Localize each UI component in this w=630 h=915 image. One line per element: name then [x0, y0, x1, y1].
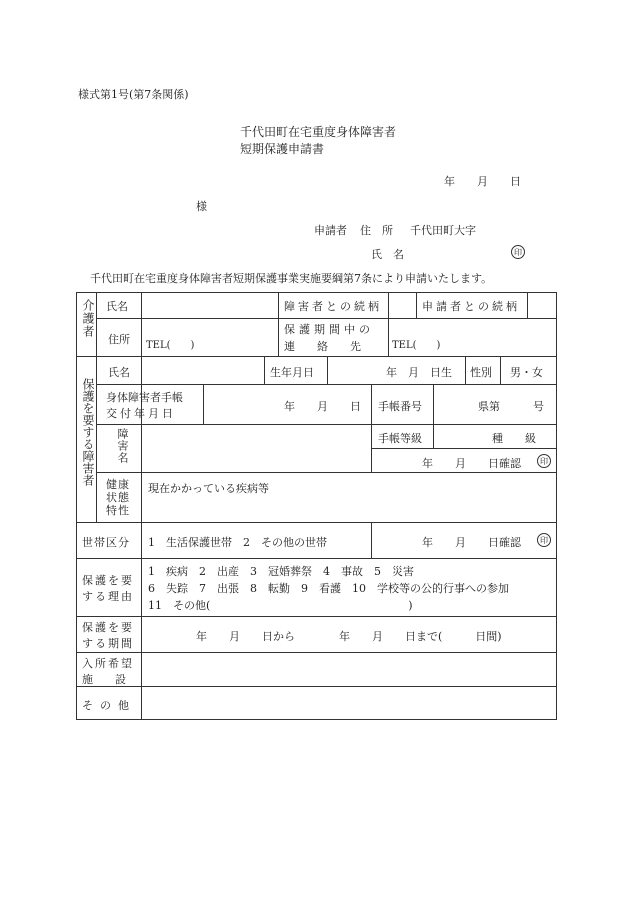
intro-text: 千代田町在宅重度身体障害者短期保護事業実施要綱第7条により申請いたします。	[90, 272, 493, 285]
handbook-date-value[interactable]: 年 月 日	[284, 400, 361, 413]
caregiver-address-label: 住所	[108, 333, 130, 346]
reason-label-line-2: する理由	[82, 590, 134, 603]
health-text[interactable]: 現在かかっている疾病等	[148, 482, 269, 495]
reason-row-1[interactable]: 1 疾病 2 出産 3 冠婚葬祭 4 事故 5 災害	[148, 565, 414, 578]
birth-date-value[interactable]: 年 月 日生	[386, 366, 452, 379]
relation-to-disabled-label: 障害者との続柄	[284, 300, 382, 313]
caregiver-section-label: 介護者	[81, 299, 95, 338]
reason-row-2[interactable]: 6 失踪 7 出張 8 転勤 9 看護 10 学校等の公的行事への参加	[148, 582, 509, 595]
person-confirm-seal: 印	[537, 454, 551, 468]
disability-name-label: 障害名	[116, 428, 129, 464]
period-label-line-1: 保護を要	[82, 621, 134, 634]
handbook-date-label-line-2: 交付年月日	[106, 407, 176, 420]
handbook-grade-label: 手帳等級	[378, 432, 422, 445]
reason-label-line-1: 保護を要	[82, 574, 134, 587]
person-name-field[interactable]	[143, 358, 262, 382]
title-line-2: 短期保護申請書	[240, 142, 325, 156]
household-options[interactable]: 1 生活保護世帯 2 その他の世帯	[148, 536, 327, 549]
applicant-label: 申請者	[314, 224, 347, 237]
form-number: 様式第1号(第7条関係)	[78, 88, 189, 101]
contact-tel[interactable]: TEL( )	[392, 340, 441, 351]
addressee: 様	[196, 200, 207, 213]
handbook-number-value[interactable]: 県第 号	[478, 400, 544, 413]
application-date: 年 月 日	[444, 175, 521, 188]
birth-date-label: 生年月日	[270, 366, 314, 379]
handbook-date-label-line-1: 身体障害者手帳	[106, 391, 183, 404]
household-confirm-date: 年 月 日確認	[422, 536, 521, 549]
handbook-number-label: 手帳番号	[378, 400, 422, 413]
address-label: 住 所	[360, 224, 393, 237]
facility-label-line-2: 施 設	[82, 673, 126, 686]
period-value[interactable]: 年 月 日から 年 月 日まで( 日間)	[196, 630, 502, 643]
caregiver-name-label: 氏名	[106, 300, 128, 313]
household-label: 世帯区分	[82, 536, 130, 549]
person-name-label: 氏名	[108, 366, 130, 379]
title-line-1: 千代田町在宅重度身体障害者	[240, 125, 397, 139]
seal-mark: 印	[511, 245, 525, 259]
contact-label-line-2: 連 絡 先	[284, 340, 361, 353]
household-confirm-seal: 印	[537, 533, 551, 547]
caregiver-name-field[interactable]	[143, 294, 276, 316]
address-value: 千代田町大字	[410, 224, 476, 237]
relation-to-applicant-label: 申請者との続柄	[422, 300, 520, 313]
name-label: 氏 名	[371, 248, 404, 261]
reason-row-3[interactable]: 11 その他( )	[148, 599, 413, 612]
relation-to-applicant-field[interactable]	[529, 294, 555, 316]
facility-field[interactable]	[143, 654, 555, 684]
disability-name-field[interactable]	[143, 426, 369, 470]
caregiver-tel[interactable]: TEL( )	[146, 340, 195, 351]
contact-label-line-1: 保護期間中の	[284, 323, 374, 336]
health-label: 健康状態特性	[106, 478, 130, 517]
facility-label-line-1: 入所希望	[82, 657, 134, 670]
other-label: その他	[82, 699, 136, 712]
handbook-grade-value[interactable]: 種 級	[492, 432, 536, 445]
person-section-label: 保護を要する障害者	[81, 378, 95, 486]
gender-value[interactable]: 男・女	[510, 366, 543, 379]
gender-label: 性別	[470, 366, 492, 379]
other-field[interactable]	[143, 688, 555, 718]
person-confirm-date: 年 月 日確認	[422, 457, 521, 470]
relation-to-disabled-field[interactable]	[390, 294, 414, 316]
period-label-line-2: する期間	[82, 637, 134, 650]
